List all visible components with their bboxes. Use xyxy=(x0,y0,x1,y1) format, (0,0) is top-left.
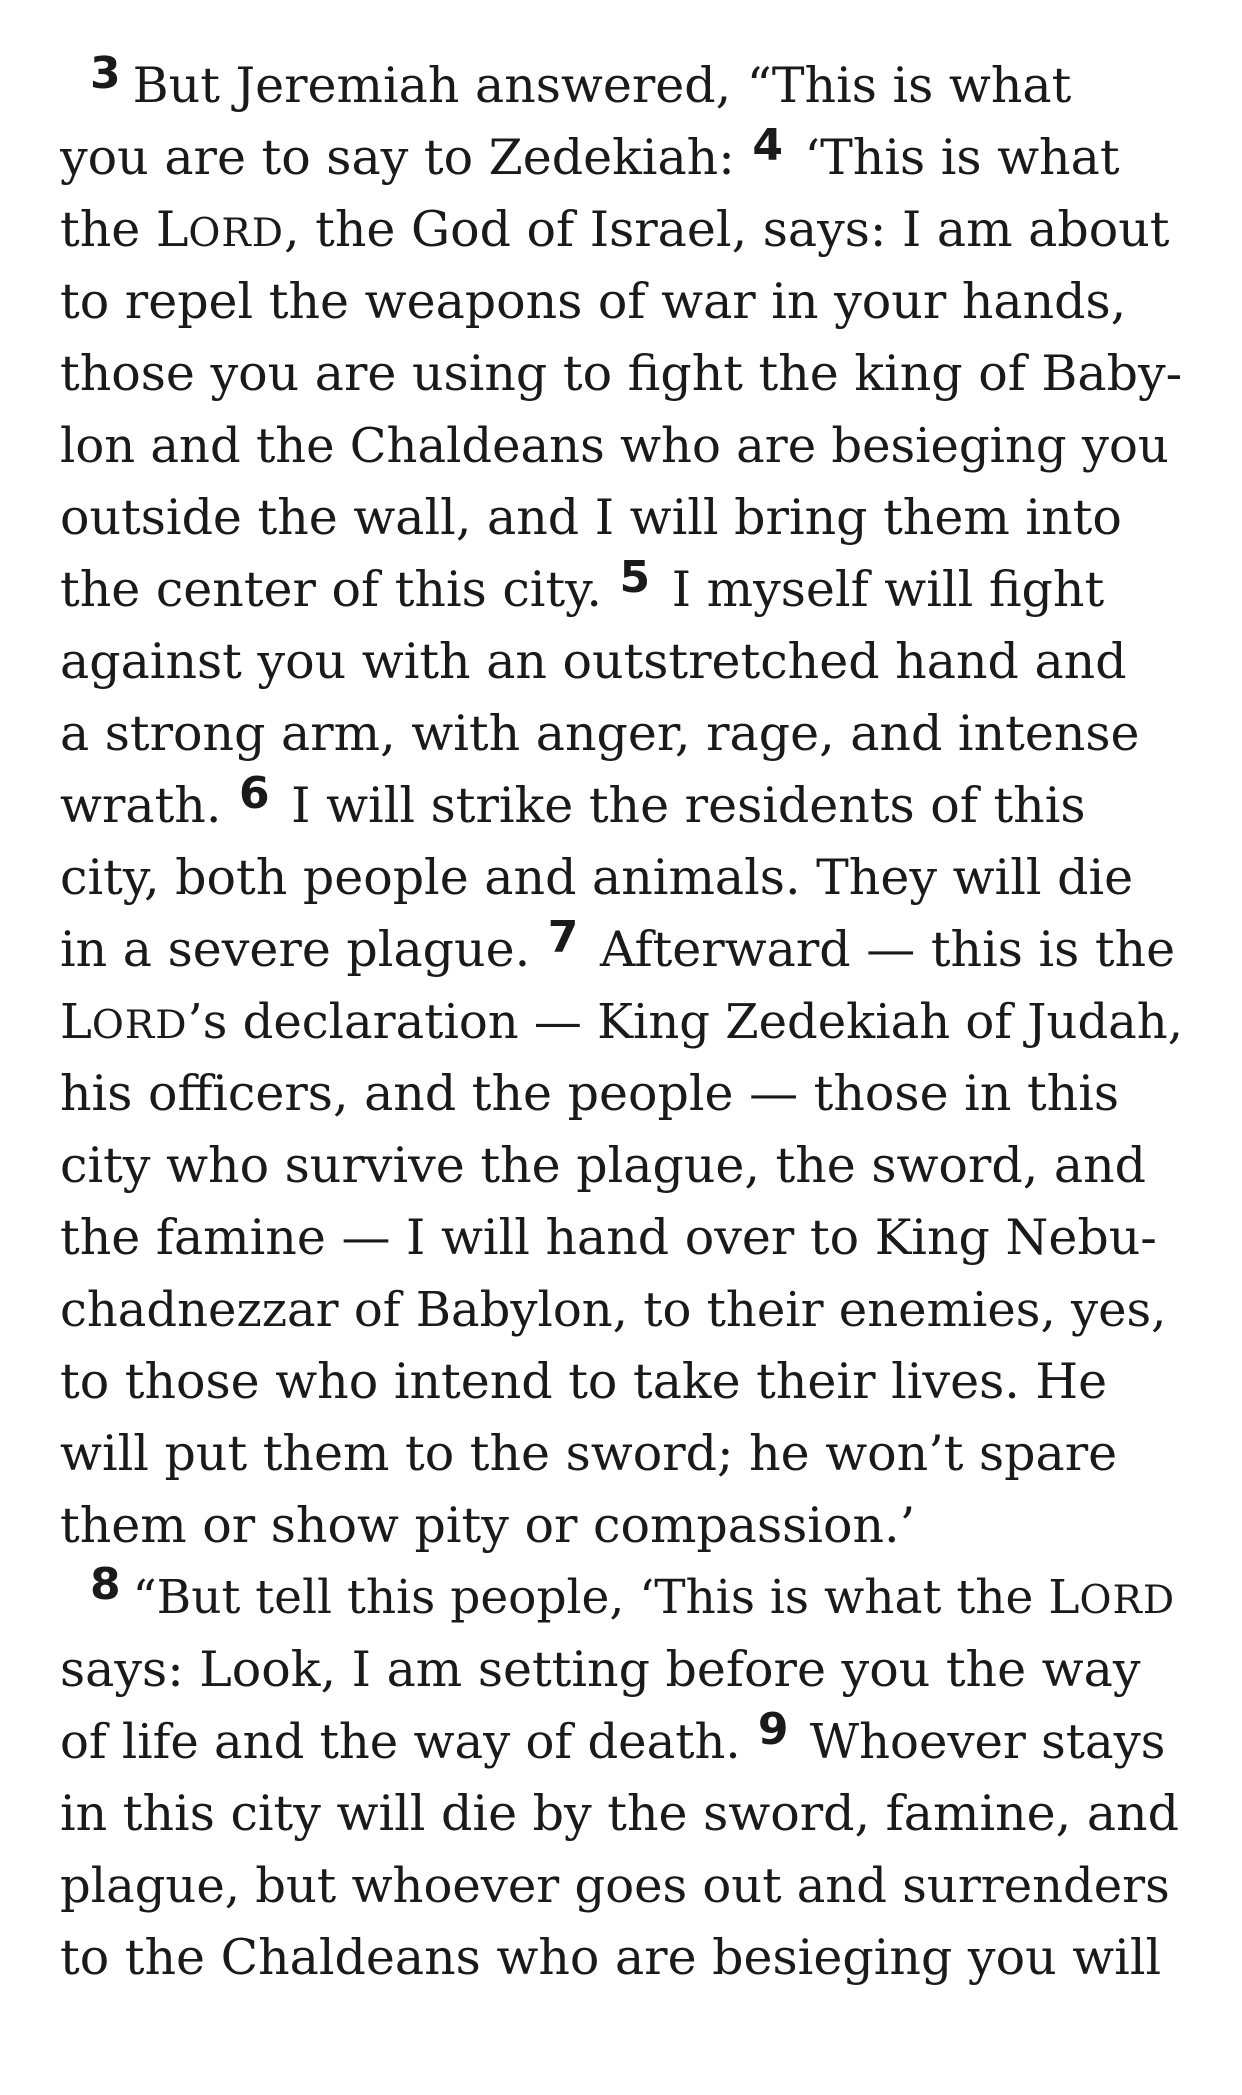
text-line: those you are using to fight the king of Baby- xyxy=(60,345,1183,402)
verse-number-8: 8 xyxy=(90,1562,121,1610)
verse-text: I myself will fight xyxy=(656,561,1105,618)
verse-number-9: 9 xyxy=(757,1706,789,1755)
verse-text: of life and the way of death. xyxy=(60,1714,756,1770)
verse-text: Whoever stays xyxy=(794,1714,1166,1770)
verse-text: wrath. xyxy=(60,777,237,834)
text-line: the famine — I will hand over to King Nebu- xyxy=(60,1209,1157,1266)
text-line xyxy=(60,986,1184,1058)
text-line: his officers, and the people — those in this xyxy=(60,1065,1120,1122)
lord-small-caps: ORD xyxy=(188,211,284,256)
verse-text: “But tell this people, ‘This is what the xyxy=(132,1570,1049,1625)
text-line xyxy=(60,122,1184,194)
text-line xyxy=(60,50,1184,122)
text-line: a strong arm, with anger, rage, and intense xyxy=(60,705,1140,762)
verse-text: you are to say to Zedekiah: xyxy=(60,129,751,186)
text-line: in this city will die by the sword, famine, and xyxy=(60,1785,1179,1842)
text-line xyxy=(60,194,1184,266)
verse-text: in a severe plague. xyxy=(60,921,546,978)
text-line: to the Chaldeans who are besieging you will xyxy=(60,1929,1162,1986)
text-line: them or show pity or compassion.’ xyxy=(60,1497,916,1554)
verse-number-6: 6 xyxy=(238,770,270,819)
text-line xyxy=(60,554,1184,626)
verse-text: the xyxy=(60,201,156,258)
text-line: against you with an outstretched hand and xyxy=(60,633,1127,690)
verse-number-4: 4 xyxy=(752,122,783,171)
text-line: will put them to the sword; he won’t spare xyxy=(60,1425,1118,1482)
verse-text: ‘This is what xyxy=(788,129,1120,186)
verse-number-7: 7 xyxy=(547,914,579,963)
text-line: chadnezzar of Babylon, to their enemies, yes, xyxy=(60,1282,1167,1338)
text-line: outside the wall, and I will bring them into xyxy=(60,489,1122,546)
text-line xyxy=(60,1562,1184,1634)
text-line: plague, but whoever goes out and surrenders xyxy=(60,1858,1170,1914)
text-line: city, both people and animals. They will die xyxy=(60,849,1134,906)
verse-text: , the God of Israel, says: I am about xyxy=(283,201,1170,258)
verse-text: But Jeremiah answered, “This is what xyxy=(132,57,1072,114)
text-line: says: Look, I am setting before you the way xyxy=(60,1641,1141,1698)
verse-text: ’s declaration — King Zedekiah of Judah, xyxy=(187,994,1183,1050)
verse-text: Afterward — this is the xyxy=(584,921,1176,978)
lord-small-caps: ORD xyxy=(91,1003,188,1048)
text-line xyxy=(60,1706,1184,1778)
lord-small-caps: ORD xyxy=(1079,1578,1176,1623)
verse-text: the center of this city. xyxy=(60,561,618,618)
text-line xyxy=(60,770,1184,842)
verse-number-5: 5 xyxy=(619,554,651,603)
lord-initial: L xyxy=(155,201,189,258)
lord-initial: L xyxy=(60,994,92,1050)
verse-text: I will strike the residents of this xyxy=(275,777,1086,834)
verse-number-3: 3 xyxy=(90,50,121,99)
text-line: to those who intend to take their lives. He xyxy=(60,1353,1108,1410)
text-line: city who survive the plague, the sword, and xyxy=(60,1137,1147,1194)
text-line: lon and the Chaldeans who are besieging you xyxy=(60,418,1169,474)
text-line: to repel the weapons of war in your hands, xyxy=(60,273,1127,330)
text-line xyxy=(60,914,1184,986)
lord-initial: L xyxy=(1048,1570,1080,1625)
